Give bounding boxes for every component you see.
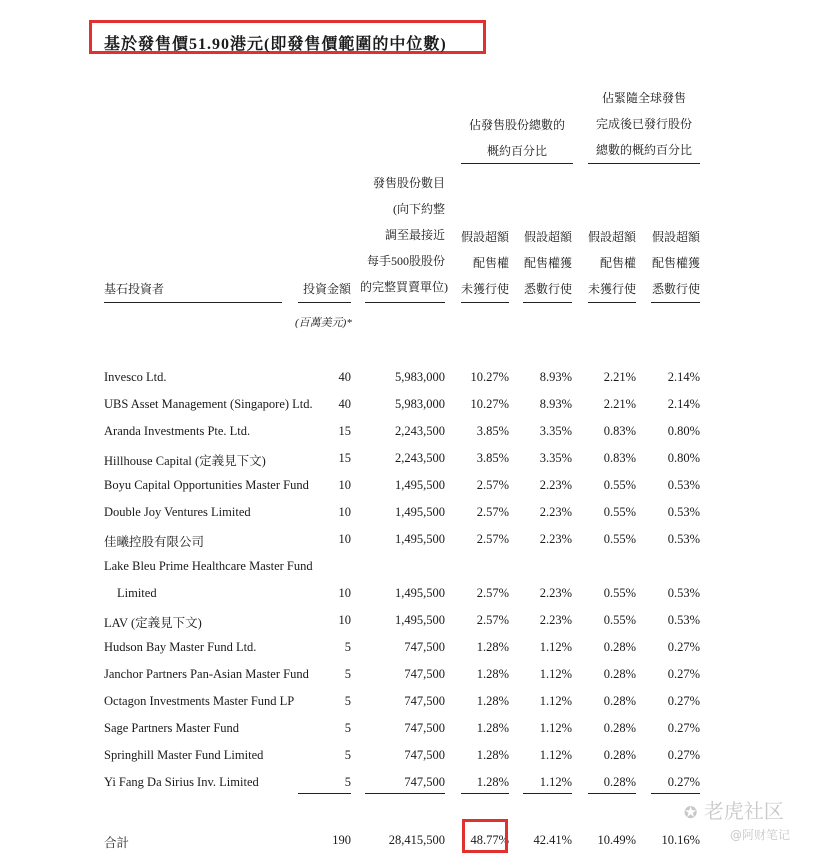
row-15-p3: 0.28%: [603, 775, 636, 789]
row-8-investor-name: Limited: [117, 586, 157, 600]
row-8-p2: 2.23%: [539, 586, 572, 600]
group-header-offer: [461, 112, 573, 164]
row-10-p2: 1.12%: [539, 640, 572, 654]
header-rule-shares: [365, 302, 445, 303]
row-4-p1: 2.57%: [476, 478, 509, 492]
row-12-p1: 1.28%: [476, 694, 509, 708]
row-8-amount: 10: [338, 586, 351, 600]
total-highlight-box: [462, 819, 508, 853]
page-title: 基於發售價51.90港元(即發售價範圍的中位數): [104, 36, 447, 53]
row-4-shares: 1,495,500: [395, 478, 445, 492]
row-15-p2: 1.12%: [539, 775, 572, 789]
row-4-investor-name: Boyu Capital Opportunities Master Fund: [104, 478, 309, 492]
group-rule-global: [588, 163, 700, 164]
total-amount: 190: [332, 833, 351, 847]
row-1-p4: 2.14%: [667, 397, 700, 411]
row-3-investor-name: Hillhouse Capital (定義見下文): [104, 454, 266, 468]
header-c4: [651, 224, 700, 302]
row-0-p3: 2.21%: [603, 370, 636, 384]
watermark-main: [684, 795, 784, 824]
row-6-shares: 1,495,500: [395, 532, 445, 546]
header-shares-line5: 的完整買賣單位): [360, 280, 448, 294]
row-14-amount: 5: [344, 748, 351, 762]
row-2-investor-name: Aranda Investments Pte. Ltd.: [104, 424, 251, 438]
row-5-p1: 2.57%: [476, 505, 509, 519]
row-12-investor-name: Octagon Investments Master Fund LP: [104, 694, 295, 708]
header-rule-c3: [588, 302, 636, 303]
header-c2-line3: 悉數行使: [523, 282, 572, 296]
row-11-shares: 747,500: [404, 667, 445, 681]
total-p1: 48.77%: [470, 833, 509, 847]
row-11-amount: 5: [344, 667, 351, 681]
total-p3: 10.49%: [597, 833, 636, 847]
row-3-shares: 2,243,500: [395, 451, 445, 465]
row-14-p2: 1.12%: [539, 748, 572, 762]
row-0-p4: 2.14%: [667, 370, 700, 384]
group-rule-offer: [461, 163, 573, 164]
row-11-p1: 1.28%: [476, 667, 509, 681]
header-shares-line4: 每手500股股份: [366, 254, 445, 268]
row-9-p3: 0.55%: [603, 613, 636, 627]
group-header-global-line3: 總數的概約百分比: [595, 143, 692, 157]
row-1-p1: 10.27%: [470, 397, 509, 411]
row-13-shares: 747,500: [404, 721, 445, 735]
row-2-p4: 0.80%: [667, 424, 700, 438]
header-c3-line1: 假設超額: [588, 230, 637, 244]
row-14-shares: 747,500: [404, 748, 445, 762]
row-15-shares: 747,500: [404, 775, 445, 789]
group-header-global-line2: 完成後已發行股份: [595, 117, 692, 131]
amount-unit-note: (百萬美元)*: [295, 317, 352, 329]
row-12-shares: 747,500: [404, 694, 445, 708]
header-c3: [588, 224, 636, 302]
row-2-shares: 2,243,500: [395, 424, 445, 438]
row-11-investor-name: Janchor Partners Pan-Asian Master Fund: [104, 667, 309, 681]
row-15-p4: 0.27%: [667, 775, 700, 789]
row-9-p4: 0.53%: [667, 613, 700, 627]
row-5-amount: 10: [338, 505, 351, 519]
total-rule-c1: [461, 793, 509, 794]
row-3-p2: 3.35%: [539, 451, 572, 465]
group-header-offer-line2: 概約百分比: [486, 144, 547, 158]
row-10-p3: 0.28%: [603, 640, 636, 654]
row-12-p3: 0.28%: [603, 694, 636, 708]
header-rule-investor: [104, 302, 282, 303]
row-5-p2: 2.23%: [539, 505, 572, 519]
row-7-investor-name: Lake Bleu Prime Healthcare Master Fund: [104, 559, 313, 573]
row-10-p4: 0.27%: [667, 640, 700, 654]
row-14-p4: 0.27%: [667, 748, 700, 762]
row-8-p1: 2.57%: [476, 586, 509, 600]
row-2-p3: 0.83%: [603, 424, 636, 438]
row-0-p2: 8.93%: [539, 370, 572, 384]
watermark-main-text: 老虎社区: [703, 799, 784, 823]
header-c2: [523, 224, 572, 302]
row-9-amount: 10: [338, 613, 351, 627]
header-shares: [360, 170, 448, 300]
watermark-sub: @阿财笔记: [730, 828, 791, 842]
row-0-amount: 40: [338, 370, 351, 384]
row-15-amount: 5: [344, 775, 351, 789]
header-c4-line3: 悉數行使: [651, 282, 700, 296]
row-3-p4: 0.80%: [667, 451, 700, 465]
row-0-p1: 10.27%: [470, 370, 509, 384]
row-9-shares: 1,495,500: [395, 613, 445, 627]
row-11-p3: 0.28%: [603, 667, 636, 681]
header-c1-line3: 未獲行使: [461, 282, 510, 296]
row-13-amount: 5: [344, 721, 351, 735]
row-6-investor-name: 佳曦控股有限公司: [104, 535, 205, 549]
row-3-p1: 3.85%: [476, 451, 509, 465]
row-13-p1: 1.28%: [476, 721, 509, 735]
header-shares-line3: 調至最接近: [384, 228, 445, 242]
total-rule-c2: [523, 793, 572, 794]
header-shares-line1: 發售股份數目: [372, 176, 445, 190]
total-rule-c3: [588, 793, 636, 794]
header-c1-line2: 配售權: [472, 256, 509, 270]
row-6-p4: 0.53%: [667, 532, 700, 546]
row-4-amount: 10: [338, 478, 351, 492]
header-c2-line2: 配售權獲: [523, 256, 572, 270]
header-rule-c1: [461, 302, 509, 303]
total-rule-c4: [651, 793, 700, 794]
header-amount: 投資金額: [302, 282, 351, 296]
row-0-shares: 5,983,000: [395, 370, 445, 384]
header-c3-line2: 配售權: [599, 256, 636, 270]
row-9-p2: 2.23%: [539, 613, 572, 627]
row-10-shares: 747,500: [404, 640, 445, 654]
row-9-p1: 2.57%: [476, 613, 509, 627]
header-c2-line1: 假設超額: [523, 230, 572, 244]
total-p4: 10.16%: [661, 833, 700, 847]
row-9-investor-name: LAV (定義見下文): [104, 616, 202, 630]
row-13-p2: 1.12%: [539, 721, 572, 735]
row-3-amount: 15: [338, 451, 351, 465]
row-2-p2: 3.35%: [539, 424, 572, 438]
row-1-p2: 8.93%: [539, 397, 572, 411]
row-11-p4: 0.27%: [667, 667, 700, 681]
row-4-p3: 0.55%: [603, 478, 636, 492]
row-8-p3: 0.55%: [603, 586, 636, 600]
row-6-p1: 2.57%: [476, 532, 509, 546]
row-5-p4: 0.53%: [667, 505, 700, 519]
header-c1: [461, 224, 509, 302]
row-4-p2: 2.23%: [539, 478, 572, 492]
row-0-investor-name: Invesco Ltd.: [104, 370, 167, 384]
row-10-p1: 1.28%: [476, 640, 509, 654]
row-11-p2: 1.12%: [539, 667, 572, 681]
row-3-p3: 0.83%: [603, 451, 636, 465]
header-shares-line2: (向下約整: [393, 202, 445, 216]
row-12-p2: 1.12%: [539, 694, 572, 708]
row-15-investor-name: Yi Fang Da Sirius Inv. Limited: [104, 775, 259, 789]
row-15-p1: 1.28%: [476, 775, 509, 789]
header-c4-line2: 配售權獲: [651, 256, 700, 270]
row-13-p3: 0.28%: [603, 721, 636, 735]
row-10-investor-name: Hudson Bay Master Fund Ltd.: [104, 640, 257, 654]
row-1-investor-name: UBS Asset Management (Singapore) Ltd.: [104, 397, 313, 411]
row-6-amount: 10: [338, 532, 351, 546]
row-13-p4: 0.27%: [667, 721, 700, 735]
row-12-amount: 5: [344, 694, 351, 708]
row-14-p1: 1.28%: [476, 748, 509, 762]
row-1-amount: 40: [338, 397, 351, 411]
row-2-p1: 3.85%: [476, 424, 509, 438]
row-10-amount: 5: [344, 640, 351, 654]
row-13-investor-name: Sage Partners Master Fund: [104, 721, 240, 735]
total-p2: 42.41%: [533, 833, 572, 847]
group-header-offer-line1: 佔發售股份總數的: [468, 118, 565, 132]
row-5-shares: 1,495,500: [395, 505, 445, 519]
row-1-p3: 2.21%: [603, 397, 636, 411]
row-6-p3: 0.55%: [603, 532, 636, 546]
header-rule-amount: [298, 302, 351, 303]
row-14-p3: 0.28%: [603, 748, 636, 762]
row-14-investor-name: Springhill Master Fund Limited: [104, 748, 264, 762]
group-header-global-line1: 佔緊隨全球發售: [601, 91, 686, 105]
watermark-logo-icon: ✪: [684, 803, 698, 822]
row-1-shares: 5,983,000: [395, 397, 445, 411]
row-2-amount: 15: [338, 424, 351, 438]
header-investor: 基石投資者: [104, 282, 165, 296]
total-rule-amount: [298, 793, 351, 794]
row-6-p2: 2.23%: [539, 532, 572, 546]
header-c4-line1: 假設超額: [651, 230, 700, 244]
header-c3-line3: 未獲行使: [588, 282, 637, 296]
row-5-p3: 0.55%: [603, 505, 636, 519]
header-rule-c4: [651, 302, 700, 303]
row-8-shares: 1,495,500: [395, 586, 445, 600]
row-12-p4: 0.27%: [667, 694, 700, 708]
header-rule-c2: [523, 302, 572, 303]
row-8-p4: 0.53%: [667, 586, 700, 600]
total-label: 合計: [104, 836, 130, 850]
header-c1-line1: 假設超額: [461, 230, 510, 244]
total-rule-shares: [365, 793, 445, 794]
total-shares: 28,415,500: [388, 833, 445, 847]
row-5-investor-name: Double Joy Ventures Limited: [104, 505, 251, 519]
row-4-p4: 0.53%: [667, 478, 700, 492]
group-header-global: [588, 85, 700, 163]
